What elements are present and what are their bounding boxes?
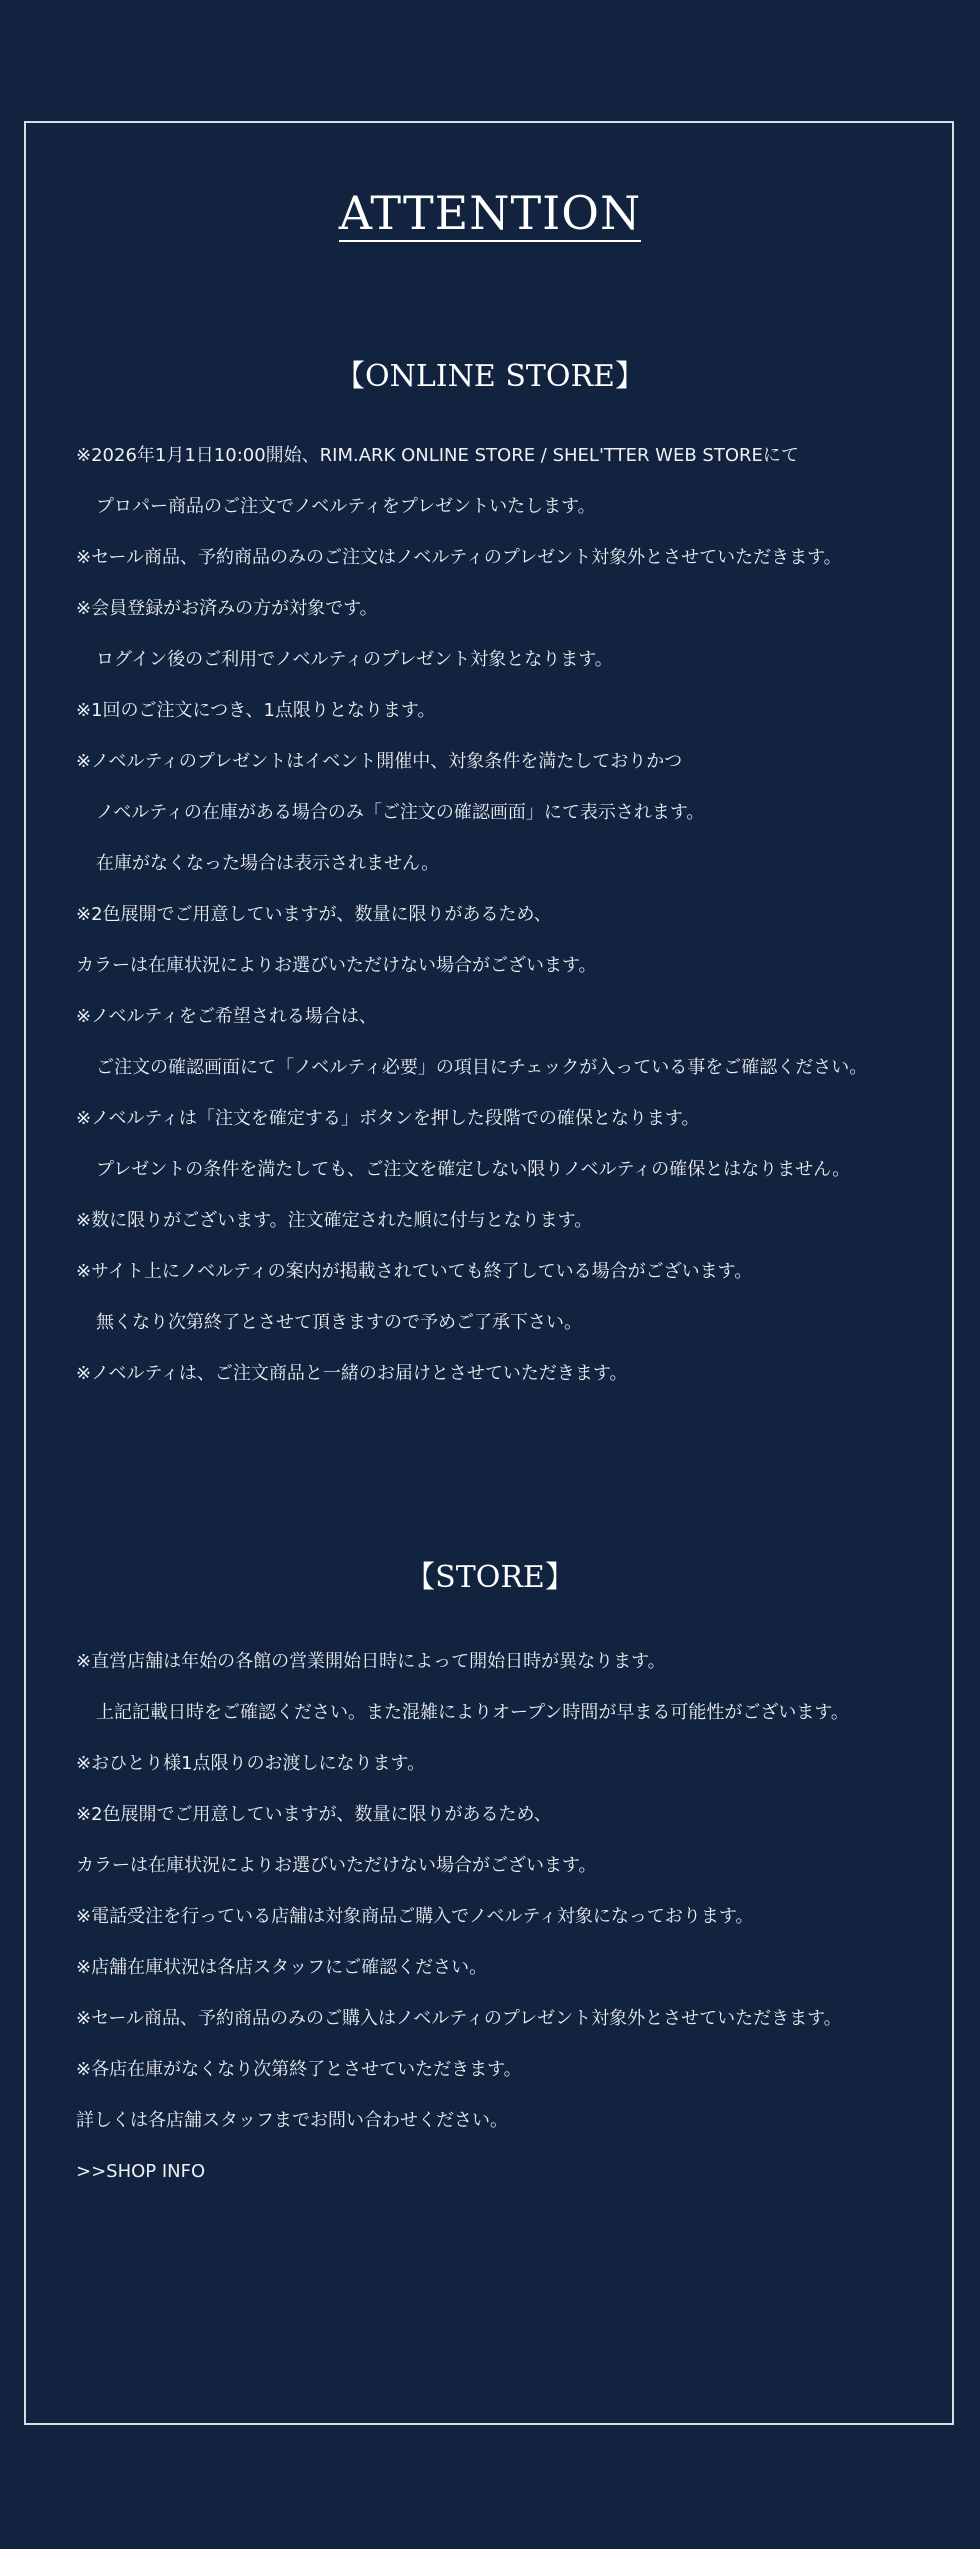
online-store-note-line: 無くなり次第終了とさせて頂きますので予めご了承下さい。 — [96, 1312, 582, 1333]
online-store-note-line: カラーは在庫状況によりお選びいただけない場合がございます。 — [76, 955, 597, 976]
store-notes — [76, 1636, 936, 2197]
online-store-note-line: ※2色展開でご用意していますが、数量に限りがあるため、 — [76, 904, 552, 925]
online-store-note-line: ※1回のご注文につき、1点限りとなります。 — [76, 700, 436, 721]
store-note-line: ※直営店舗は年始の各館の営業開始日時によって開始日時が異なります。 — [76, 1651, 666, 1672]
online-store-note-line: ノベルティの在庫がある場合のみ「ご注文の確認画面」にて表示されます。 — [96, 802, 705, 823]
shop-info-item — [76, 2146, 936, 2197]
page-title — [0, 186, 980, 242]
online-store-note-line: プレゼントの条件を満たしても、ご注文を確定しない限りノベルティの確保とはなりません。 — [96, 1159, 851, 1180]
page-title-text: ATTENTION — [338, 186, 642, 240]
online-store-note-line: ※2026年1月1日10:00開始、RIM.ARK ONLINE STORE / SHEL'TTER WEB STOREにて — [76, 445, 799, 466]
store-note-line: ※セール商品、予約商品のみのご購入はノベルティのプレゼント対象外とさせていただきます。 — [76, 2008, 842, 2029]
store-note-line: ※各店在庫がなくなり次第終了とさせていただきます。 — [76, 2059, 522, 2080]
online-store-note-line: ご注文の確認画面にて「ノベルティ必要」の項目にチェックが入っている事をご確認ください。 — [96, 1057, 868, 1078]
online-store-note-line: ※サイト上にノベルティの案内が掲載されていても終了している場合がございます。 — [76, 1261, 753, 1282]
store-note-line: ※2色展開でご用意していますが、数量に限りがあるため、 — [76, 1804, 552, 1825]
online-store-notes — [76, 430, 936, 1399]
store-note-line: カラーは在庫状況によりお選びいただけない場合がございます。 — [76, 1855, 597, 1876]
online-store-note-line: ※ノベルティは、ご注文商品と一緒のお届けとさせていただきます。 — [76, 1363, 628, 1384]
store-note-line: ※店舗在庫状況は各店スタッフにご確認ください。 — [76, 1957, 488, 1978]
online-store-note-line: プロパー商品のご注文でノベルティをプレゼントいたします。 — [96, 496, 596, 517]
online-store-note-line: ※ノベルティをご希望される場合は、 — [76, 1006, 377, 1027]
store-note-line: 上記記載日時をご確認ください。また混雑によりオープン時間が早まる可能性がございます。 — [96, 1702, 849, 1723]
online-store-note-line: ※ノベルティのプレゼントはイベント開催中、対象条件を満たしておりかつ — [76, 751, 683, 772]
online-store-heading: 【ONLINE STORE】 — [335, 359, 645, 394]
shop-info-link[interactable]: >>SHOP INFO — [76, 2161, 206, 2182]
online-store-note-line: ログイン後のご利用でノベルティのプレゼント対象となります。 — [96, 649, 613, 670]
online-store-note-line: ※セール商品、予約商品のみのご注文はノベルティのプレゼント対象外とさせていただきます。 — [76, 547, 842, 568]
online-store-note-line: ※会員登録がお済みの方が対象です。 — [76, 598, 378, 619]
store-note-line: 詳しくは各店舗スタッフまでお問い合わせください。 — [76, 2110, 508, 2131]
store-heading: 【STORE】 — [405, 1560, 575, 1595]
store-note-line: ※電話受注を行っている店舗は対象商品ご購入でノベルティ対象になっております。 — [76, 1906, 754, 1927]
online-store-note-line: 在庫がなくなった場合は表示されません。 — [96, 853, 440, 874]
online-store-note-line: ※ノベルティは「注文を確定する」ボタンを押した段階での確保となります。 — [76, 1108, 700, 1129]
online-store-note-line: ※数に限りがございます。注文確定された順に付与となります。 — [76, 1210, 593, 1231]
store-note-line: ※おひとり様1点限りのお渡しになります。 — [76, 1753, 426, 1774]
